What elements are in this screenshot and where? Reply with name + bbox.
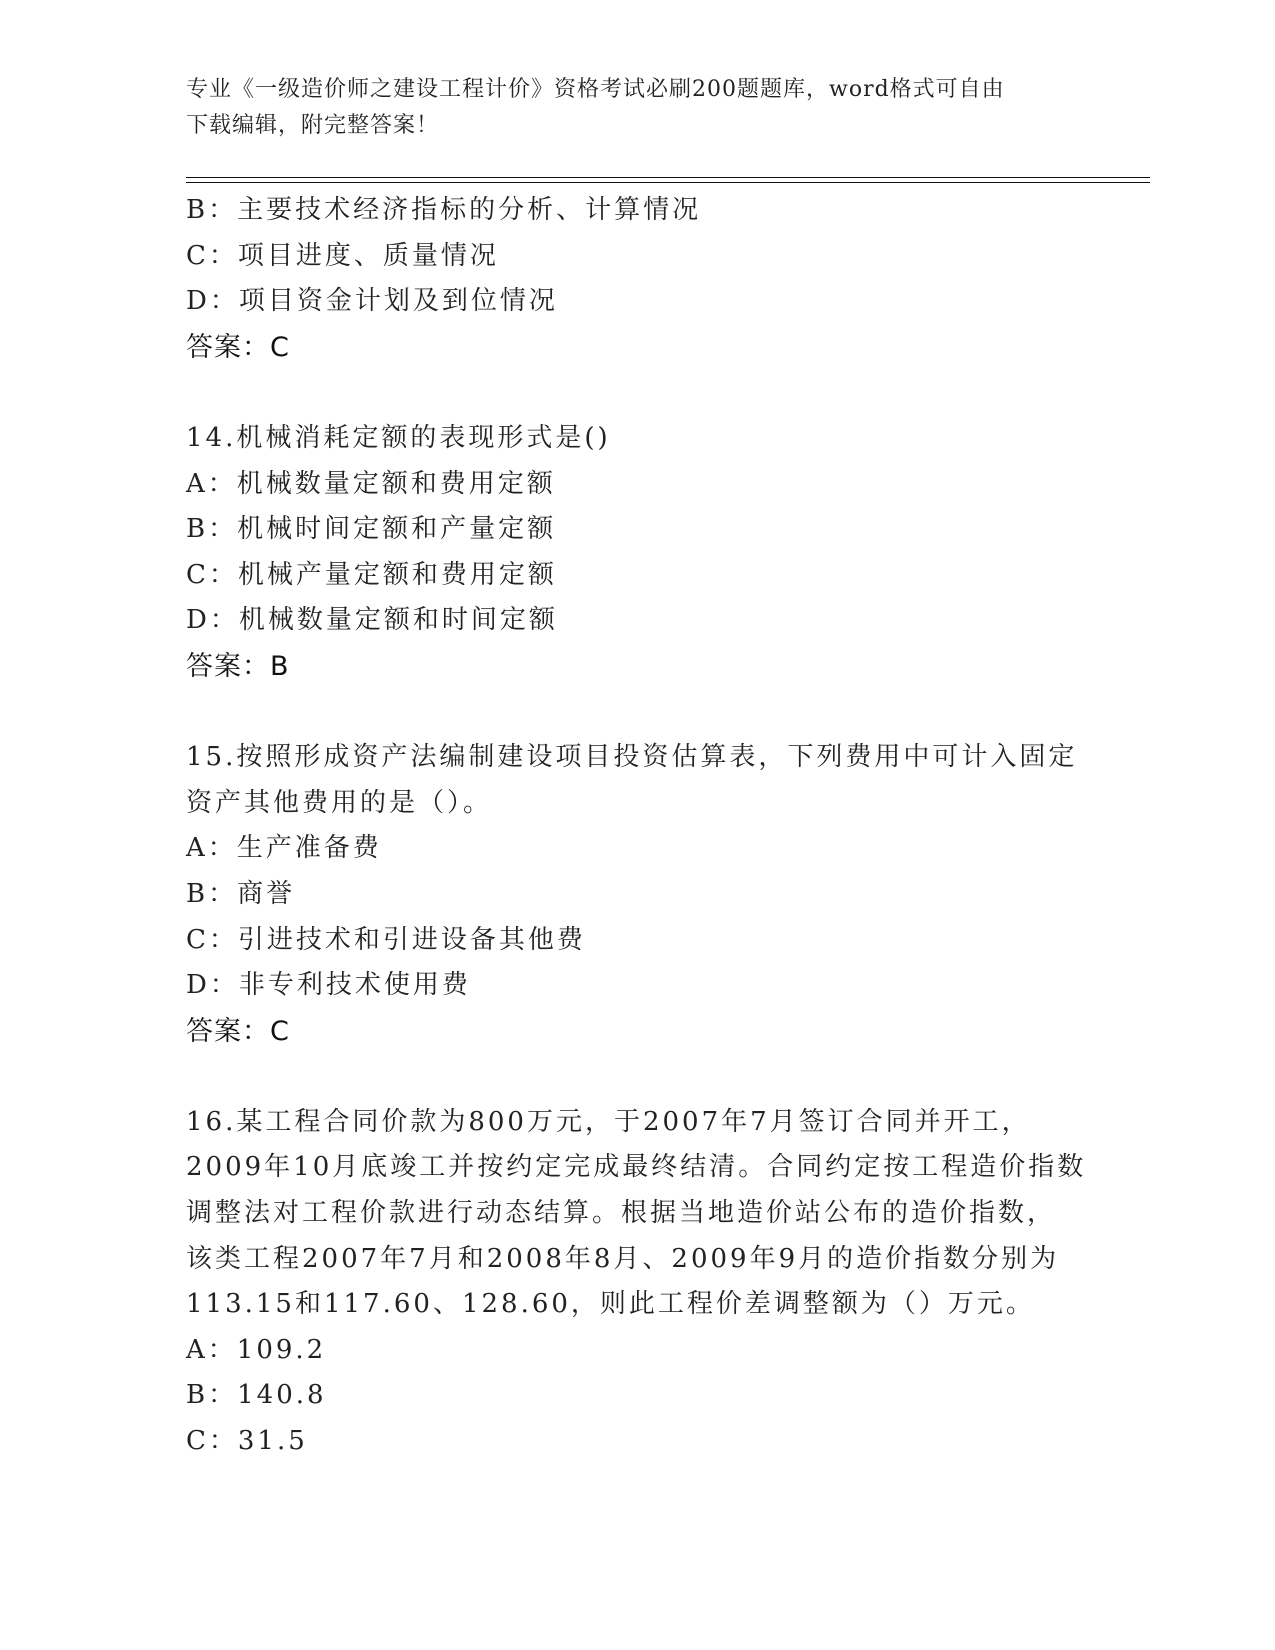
- q15-option-a: A：生产准备费: [186, 833, 382, 864]
- q14-option-b: B：机械时间定额和产量定额: [186, 514, 557, 545]
- q16-question-line-1: 16.某工程合同价款为800万元，于2007年7月签订合同并开工，: [186, 1106, 1031, 1137]
- header-line-2: 下载编辑，附完整答案！: [186, 113, 440, 138]
- q14-question: 14.机械消耗定额的表现形式是(): [186, 422, 611, 453]
- header-line-1: 专业《一级造价师之建设工程计价》资格考试必刷200题题库，word格式可自由: [186, 77, 1005, 102]
- question-list: [186, 188, 1086, 1465]
- q14-option-c: C：机械产量定额和费用定额: [186, 559, 557, 590]
- question-14: [186, 416, 1086, 690]
- q13-option-d: D：项目资金计划及到位情况: [186, 286, 558, 317]
- q14-answer: 答案：B: [186, 650, 290, 682]
- q16-question-line-2: 2009年10月底竣工并按约定完成最终结清。合同约定按工程造价指数: [186, 1152, 1087, 1183]
- q14-option-a: A：机械数量定额和费用定额: [186, 468, 556, 499]
- q15-option-d: D：非专利技术使用费: [186, 970, 471, 1001]
- q13-option-c: C：项目进度、质量情况: [186, 240, 499, 271]
- question-16: [186, 1100, 1086, 1465]
- spacer: [186, 370, 1086, 416]
- question-13: [186, 188, 1086, 370]
- q16-question-line-4: 该类工程2007年7月和2008年8月、2009年9月的造价指数分别为: [186, 1243, 1060, 1274]
- q13-answer: 答案：C: [186, 331, 290, 363]
- q15-question-line-1: 15.按照形成资产法编制建设项目投资估算表，下列费用中可计入固定: [186, 742, 1078, 773]
- spacer: [186, 690, 1086, 736]
- q15-question-line-2: 资产其他费用的是（）。: [186, 787, 493, 818]
- q16-option-c: C：31.5: [186, 1426, 308, 1457]
- q16-question-line-3: 调整法对工程价款进行动态结算。根据当地造价站公布的造价指数，: [186, 1198, 1057, 1229]
- header-divider-bottom: [186, 182, 1150, 183]
- spacer: [186, 1054, 1086, 1100]
- q16-option-b: B：140.8: [186, 1380, 327, 1411]
- q13-option-b: B：主要技术经济指标的分析、计算情况: [186, 195, 702, 225]
- document-header: [186, 72, 1086, 144]
- q14-option-d: D：机械数量定额和时间定额: [186, 605, 558, 636]
- q16-question-line-5: 113.15和117.60、128.60，则此工程价差调整额为（）万元。: [186, 1289, 1035, 1320]
- q16-option-a: A：109.2: [186, 1334, 327, 1365]
- q15-option-c: C：引进技术和引进设备其他费: [186, 924, 586, 955]
- q15-option-b: B：商誉: [186, 878, 296, 909]
- header-divider-top: [186, 177, 1150, 178]
- question-15: [186, 735, 1086, 1054]
- q15-answer: 答案：C: [186, 1015, 290, 1047]
